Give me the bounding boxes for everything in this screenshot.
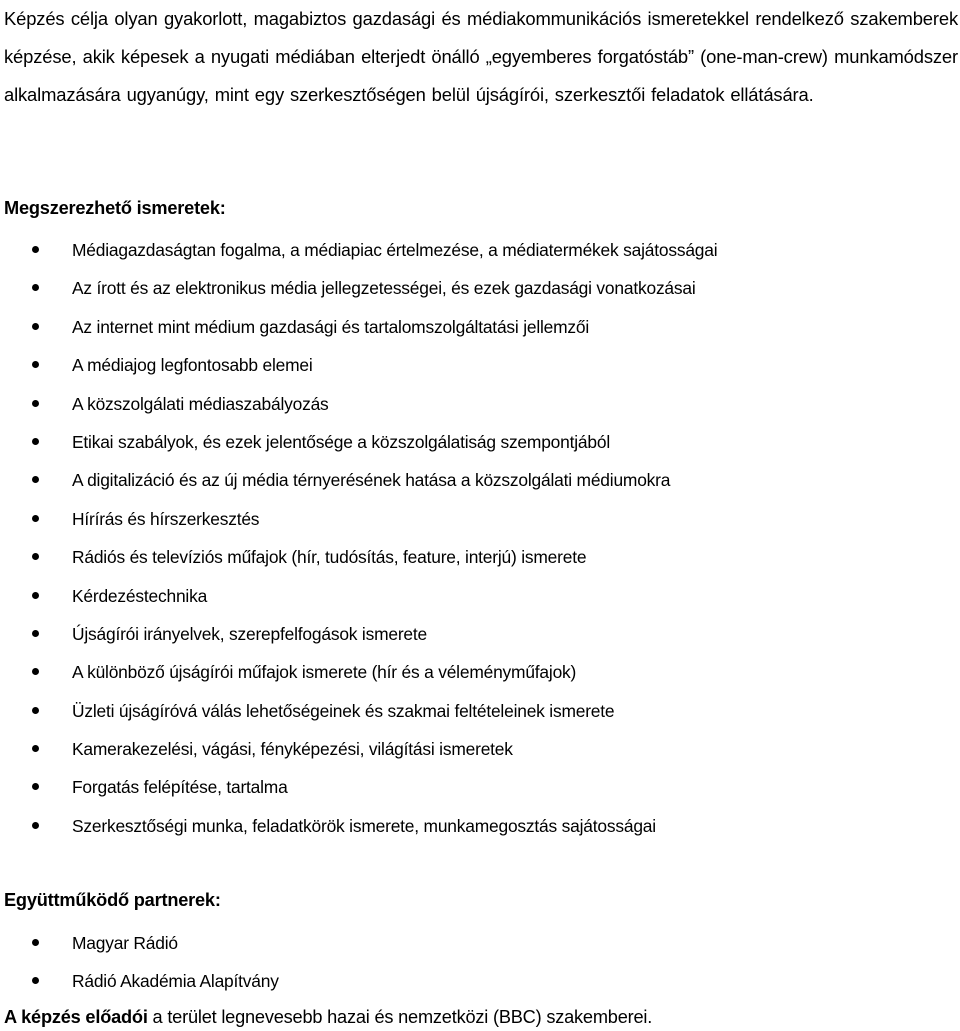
bullet-icon — [32, 400, 39, 407]
lecturers-paragraph — [4, 1004, 652, 1030]
bullet-icon — [32, 630, 39, 637]
list-item-text: Újságírói irányelvek, szerepfelfogások ismerete — [72, 623, 427, 644]
list-item-text: Az internet mint médium gazdasági és tartalomszolgáltatási jellemzői — [72, 316, 590, 337]
bullet-icon — [32, 939, 39, 946]
list-item-text: A közszolgálati médiaszabályozás — [72, 393, 329, 414]
list-item — [0, 657, 717, 695]
list-item — [0, 465, 717, 503]
lecturers-bold-text: A képzés előadói — [4, 1007, 148, 1027]
bullet-icon — [32, 361, 39, 368]
list-item-text: Magyar Rádió — [72, 933, 178, 953]
bullet-icon — [32, 592, 39, 599]
list-item-text: Kamerakezelési, vágási, fényképezési, világítási ismeretek — [72, 739, 513, 760]
bullet-icon — [32, 246, 39, 253]
list-item-text: Médiagazdaságtan fogalma, a médiapiac értelmezése, a médiatermékek sajátosságai — [72, 240, 718, 260]
list-item — [0, 734, 717, 772]
list-item-text: Kérdezéstechnika — [72, 585, 208, 606]
list-item — [0, 312, 717, 350]
intro-paragraph: Képzés célja olyan gyakorlott, magabiztos gazdasági és médiakommunikációs ismeretekkel rendelkező szakemberek képzése, akik képesek a nyugati médiában elterjedt önálló „egyemberes forgatóstáb” (one-man-crew) munkamódszer alkalmazására ugyanúgy, mint egy szerkesztőségen belül újságírói, szerkesztői feladatok ellátására. — [4, 8, 958, 105]
bullet-icon — [32, 553, 39, 560]
skills-heading: Megszerezhető ismeretek: — [4, 198, 226, 218]
bullet-icon — [32, 707, 39, 714]
list-item — [0, 389, 717, 427]
bullet-icon — [32, 476, 39, 483]
list-item-text: Rádió Akadémia Alapítvány — [72, 971, 279, 992]
list-item — [0, 696, 717, 734]
list-item — [0, 811, 717, 849]
list-item — [0, 581, 717, 619]
list-item — [0, 235, 717, 273]
list-item-text: Az írott és az elektronikus média jellegzetességei, és ezek gazdasági vonatkozásai — [72, 278, 696, 299]
bullet-icon — [32, 822, 39, 829]
list-item-text: A digitalizáció és az új média térnyerésének hatása a közszolgálati médiumokra — [72, 470, 671, 491]
list-item-text: Forgatás felépítése, tartalma — [72, 777, 288, 798]
skills-list — [0, 235, 717, 849]
list-item — [0, 273, 717, 311]
bullet-icon — [32, 438, 39, 445]
bullet-icon — [32, 745, 39, 752]
partners-list — [0, 928, 279, 1005]
bullet-icon — [32, 783, 39, 790]
list-item-text: Etikai szabályok, és ezek jelentősége a közszolgálatiság szempontjából — [72, 431, 610, 452]
list-item-text: Szerkesztőségi munka, feladatkörök ismerete, munkamegosztás sajátosságai — [72, 815, 656, 836]
bullet-icon — [32, 515, 39, 522]
list-item-text: Hírírás és hírszerkesztés — [72, 508, 260, 529]
list-item-text: Üzleti újságíróvá válás lehetőségeinek és szakmai feltételeinek ismerete — [72, 700, 615, 721]
bullet-icon — [32, 323, 39, 330]
partners-heading: Együttműködő partnerek: — [4, 890, 221, 910]
lecturers-text: a terület legnevesebb hazai és nemzetközi (BBC) szakemberei. — [147, 1007, 653, 1027]
list-item — [0, 542, 717, 580]
list-item — [0, 504, 717, 542]
list-item-text: A különböző újságírói műfajok ismerete (hír és a véleményműfajok) — [72, 662, 577, 683]
bullet-icon — [32, 977, 39, 984]
bullet-icon — [32, 284, 39, 291]
list-item — [0, 619, 717, 657]
list-item — [0, 928, 279, 966]
list-item — [0, 427, 717, 465]
list-item-text: Rádiós és televíziós műfajok (hír, tudósítás, feature, interjú) ismerete — [72, 547, 587, 568]
list-item — [0, 966, 279, 1004]
list-item-text: A médiajog legfontosabb elemei — [72, 355, 313, 376]
bullet-icon — [32, 668, 39, 675]
list-item — [0, 350, 717, 388]
list-item — [0, 772, 717, 810]
